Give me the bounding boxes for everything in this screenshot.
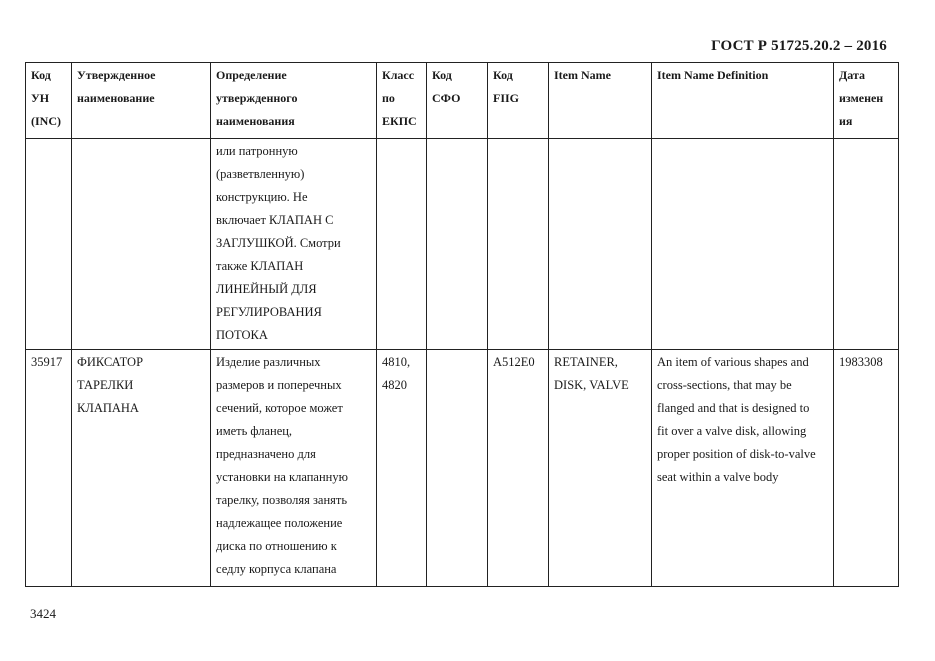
table-cell: [26, 139, 72, 350]
table-cell: [72, 139, 211, 350]
header-fiig-code: Код FIIG: [488, 63, 549, 139]
table-cell: или патронную (разветвленную) конструкцию. Не включает КЛАПАН С ЗАГЛУШКОЙ. Смотри также КЛАПАН ЛИНЕЙНЫЙ ДЛЯ РЕГУЛИРОВАНИЯ ПОТОКА: [211, 139, 377, 350]
table-cell: 35917: [26, 350, 72, 587]
table-cell: [427, 350, 488, 587]
table-cell: A512E0: [488, 350, 549, 587]
header-item-name: Item Name: [549, 63, 652, 139]
table-cell: [488, 139, 549, 350]
table-cell: [549, 139, 652, 350]
table-cell: 1983308: [834, 350, 899, 587]
header-change-date: Дата изменен ия: [834, 63, 899, 139]
page-number: 3424: [30, 606, 56, 621]
table-row: [26, 139, 899, 350]
header-approved-name: Утвержденное наименование: [72, 63, 211, 139]
table-header-row: [26, 63, 899, 139]
table-cell: ФИКСАТОР ТАРЕЛКИ КЛАПАНА: [72, 350, 211, 587]
table-cell: RETAINER, DISK, VALVE: [549, 350, 652, 587]
table-cell: [377, 139, 427, 350]
header-sfo-code: Код СФО: [427, 63, 488, 139]
table-cell: [652, 139, 834, 350]
table-cell: [834, 139, 899, 350]
table-row: [26, 350, 899, 587]
header-inc-code: Код УН (INC): [26, 63, 72, 139]
header-item-name-definition: Item Name Definition: [652, 63, 834, 139]
table-cell: An item of various shapes and cross-sections, that may be flanged and that is designed to fit over a valve disk, allowing proper position of disk-to-valve seat within a valve body: [652, 350, 834, 587]
catalog-table: [25, 62, 899, 587]
table-cell: [427, 139, 488, 350]
document-header: ГОСТ Р 51725.20.2 – 2016: [711, 38, 887, 54]
table-cell: Изделие различных размеров и поперечных сечений, которое может иметь фланец, предназначено для установки на клапанную тарелку, позволяя занять надлежащее положение диска по отношению к седлу корпуса клапана: [211, 350, 377, 587]
table-cell: 4810, 4820: [377, 350, 427, 587]
header-ekps-class: Класс по ЕКПС: [377, 63, 427, 139]
header-name-definition: Определение утвержденного наименования: [211, 63, 377, 139]
